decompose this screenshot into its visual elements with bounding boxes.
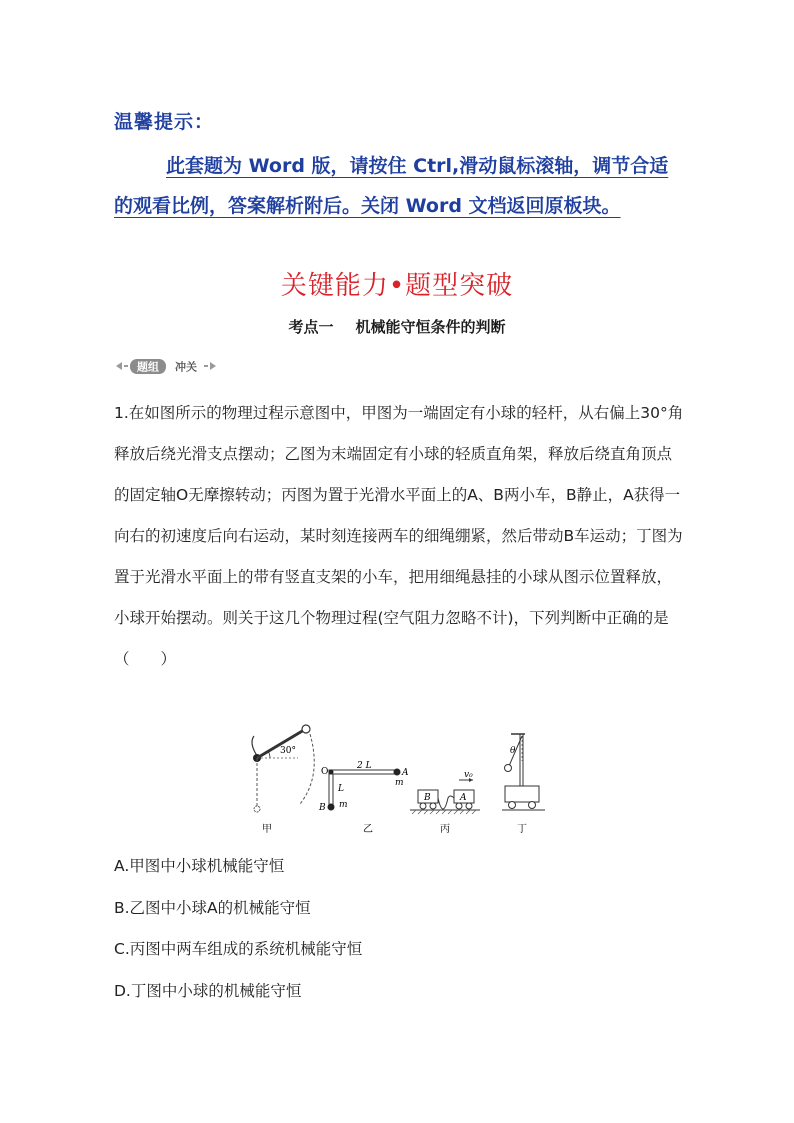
tag-decoration-icon <box>114 356 218 376</box>
label-m-b: m <box>339 800 348 810</box>
section-subtitle <box>0 316 794 337</box>
cart-ding <box>505 786 539 802</box>
angle-label: 30° <box>280 746 296 756</box>
tip-title: 温馨提示： <box>114 111 215 133</box>
caption-bing: 丙 <box>440 824 450 835</box>
caption-ding: 丁 <box>517 824 527 835</box>
tag-left-text: 题组 <box>137 360 159 374</box>
label-L: L <box>338 784 344 794</box>
option-b: B.乙图中小球A的机械能守恒 <box>114 899 311 917</box>
option-c: C.丙图中两车组成的系统机械能守恒 <box>114 940 363 958</box>
option-d: D.丁图中小球的机械能守恒 <box>114 982 302 1000</box>
tip-body: 此套题为 Word 版，请按住 Ctrl,滑动鼠标滚轴，调节合适的观看比例，答案解析附后。关闭 Word 文档返回原板块。 <box>114 155 669 217</box>
tag-right-text: 冲关 <box>175 360 197 374</box>
physics-figure <box>240 716 560 842</box>
caption-yi: 乙 <box>363 824 373 835</box>
rope <box>438 796 454 809</box>
cart-A-label: A <box>460 793 467 803</box>
figure-jia <box>252 725 314 835</box>
ball-A <box>394 769 401 776</box>
ball-B <box>328 804 335 811</box>
figure-yi <box>318 761 409 835</box>
tag-banner <box>114 356 218 376</box>
figure-bing <box>410 770 480 835</box>
label-m-a: m <box>395 778 404 788</box>
ball-jia-dashed <box>254 806 260 812</box>
label-A: A <box>402 768 409 778</box>
label-B: B <box>319 803 326 813</box>
subtitle-topic: 机械能守恒条件的判断 <box>355 318 506 336</box>
subtitle-point: 考点一 <box>288 318 334 336</box>
figure-ding <box>502 734 545 835</box>
label-2L: 2 L <box>357 761 372 771</box>
cart-B-label: B <box>424 793 431 803</box>
question-stem: 1.在如图所示的物理过程示意图中，甲图为一端固定有小球的轻杆，从右偏上30°角释放后绕光滑支点摆动；乙图为末端固定有小球的轻质直角架，释放后绕直角顶点的固定轴O无摩擦转动；丙图为置于光滑水平面上的A、B两小车，B静止，A获得一向右的初速度后向右运动，某时刻连接两车的细绳绷紧，然后带动B车运动；丁图为置于光滑水平面上的带有竖直支架的小车，把用细绳悬挂的小球从图示位置释放，小球开始摆动。则关于这几个物理过程(空气阻力忽略不计)，下列判断中正确的是 （ ） <box>114 404 685 668</box>
option-a: A.甲图中小球机械能守恒 <box>114 857 285 875</box>
label-v0: v₀ <box>464 770 473 780</box>
label-theta: θ <box>510 746 516 756</box>
caption-jia: 甲 <box>262 824 272 835</box>
ball-jia <box>302 725 310 733</box>
label-O: O <box>321 767 329 777</box>
section-title: 关键能力•题型突破 <box>280 271 514 301</box>
ball-ding <box>505 765 512 772</box>
